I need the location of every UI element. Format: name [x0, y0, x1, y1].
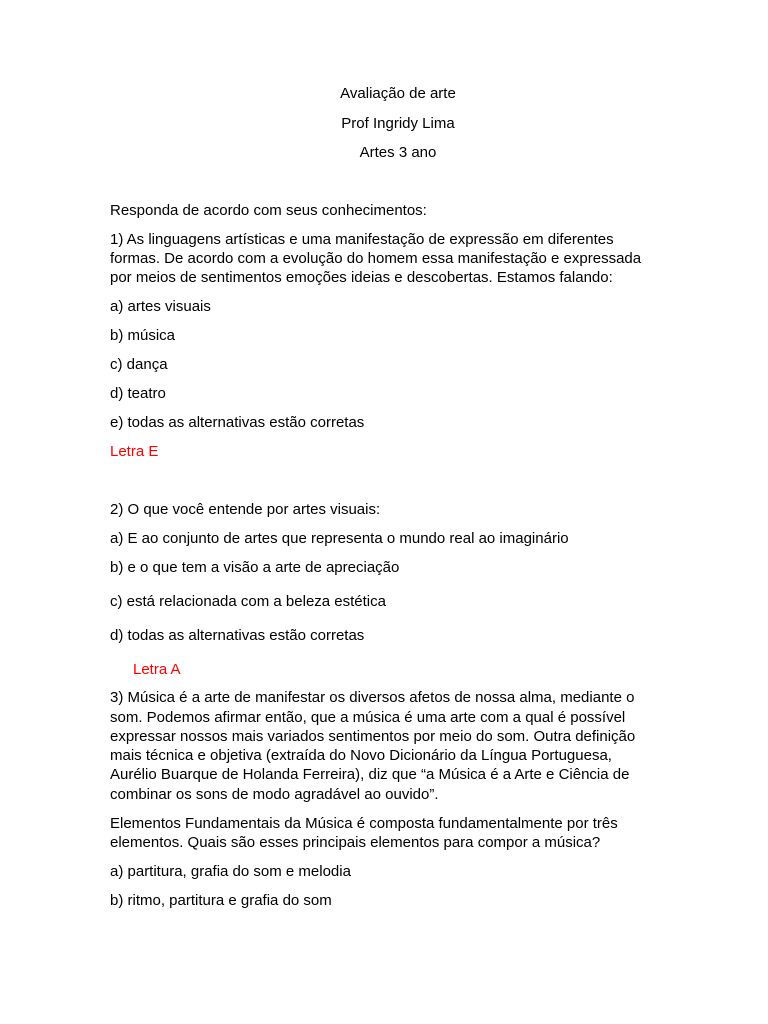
- q1-option-d: d) teatro: [110, 385, 166, 402]
- q3-text-line: som. Podemos afirmar então, que a música é uma arte com a qual é possível: [110, 709, 626, 726]
- q2-option-b: b) e o que tem a visão a arte de apreciação: [110, 559, 400, 576]
- q1-option-c: c) dança: [110, 356, 168, 373]
- q1-answer: Letra E: [110, 443, 159, 460]
- q3-text-line: combinar os sons de modo agradável ao ouvido”.: [110, 786, 439, 803]
- q1-text-line: por meios de sentimentos emoções ideias e descobertas. Estamos falando:: [110, 269, 613, 286]
- q2-answer: Letra A: [133, 661, 181, 678]
- q3-option-b: b) ritmo, partitura e grafia do som: [110, 892, 332, 909]
- q2-option-c: c) está relacionada com a beleza estética: [110, 593, 386, 610]
- q2-option-d: d) todas as alternativas estão corretas: [110, 627, 365, 644]
- q3-elements-line: Elementos Fundamentais da Música é composta fundamentalmente por três: [110, 815, 618, 832]
- instructions: Responda de acordo com seus conhecimentos:: [110, 202, 427, 219]
- q3-text-line: expressar nossos mais variados sentimentos por meio do som. Outra definição: [110, 728, 636, 745]
- class-name: Artes 3 ano: [359, 144, 437, 161]
- q2-option-a: a) E ao conjunto de artes que representa o mundo real ao imaginário: [110, 530, 569, 547]
- teacher-name: Prof Ingridy Lima: [341, 115, 455, 132]
- document-title: Avaliação de arte: [340, 85, 456, 102]
- q3-elements-line: elementos. Quais são esses principais elementos para compor a música?: [110, 834, 601, 851]
- q3-text-line: Aurélio Buarque de Holanda Ferreira), diz que “a Música é a Arte e Ciência de: [110, 766, 630, 783]
- q2-question: 2) O que você entende por artes visuais:: [110, 501, 381, 518]
- q3-text-line: mais técnica e objetiva (extraída do Novo Dicionário da Língua Portuguesa,: [110, 747, 612, 764]
- q3-text-line: 3) Música é a arte de manifestar os diversos afetos de nossa alma, mediante o: [110, 689, 635, 706]
- q1-option-e: e) todas as alternativas estão corretas: [110, 414, 365, 431]
- q1-option-b: b) música: [110, 327, 176, 344]
- q1-text-line: 1) As linguagens artísticas e uma manifestação de expressão em diferentes: [110, 231, 614, 248]
- q1-option-a: a) artes visuais: [110, 298, 211, 315]
- q3-option-a: a) partitura, grafia do som e melodia: [110, 863, 351, 880]
- q1-text-line: formas. De acordo com a evolução do homem essa manifestação e expressada: [110, 250, 642, 267]
